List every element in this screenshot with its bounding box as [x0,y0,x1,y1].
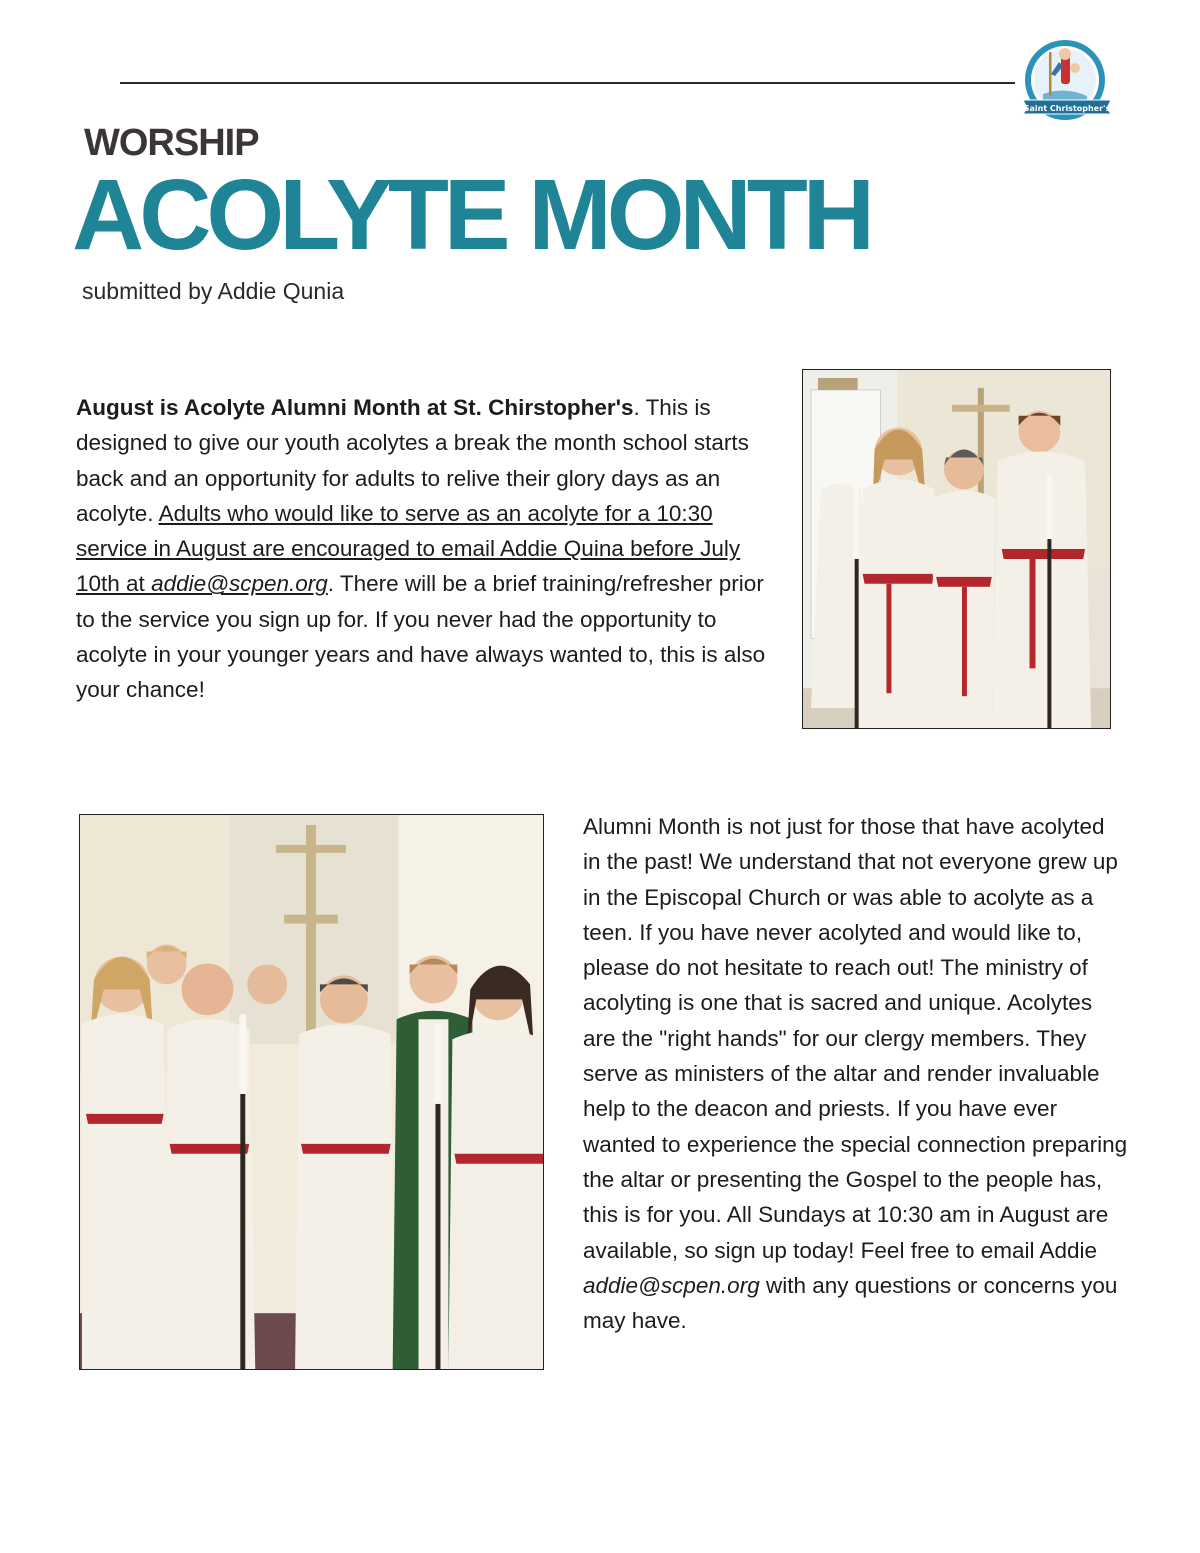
logo-banner-text: Saint Christopher's [1023,104,1111,113]
page-title: ACOLYTE MONTH [72,159,870,271]
lead-bold-text: August is Acolyte Alumni Month at St. Chirstopher's [76,395,634,420]
article-paragraph-2 [583,809,1128,1338]
article-paragraph-1 [76,390,766,708]
underlined-callout: Adults who would like to serve as an acolyte for a 10:30 service in August are encouraged to email Addie Quina before July 10th at addie@scpen.org [76,500,741,597]
email-link[interactable]: addie@scpen.org [583,1272,760,1298]
email-link[interactable]: addie@scpen.org [151,571,328,597]
header-rule [120,82,1015,84]
church-logo [1013,38,1121,124]
paragraph-text: with any questions or concerns you may have. [583,1272,1118,1334]
saint-christopher-seal-icon [1013,38,1121,124]
byline: submitted by Addie Qunia [82,278,345,304]
acolytes-group-photo [79,814,544,1370]
paragraph-text: . There will be a brief training/refresher prior to the service you sign up for. If you never had the opportunity to acolyte in your younger years and have always wanted to, this is also your chance! [76,571,766,703]
paragraph-text: Alumni Month is not just for those that have acolyted in the past! We understand that not everyone grew up in the Episcopal Church or was able to acolyte as a teen. If you have never acolyted and would like to, please do not hesitate to reach out! The ministry of acolyting is one that is sacred and unique. Acolytes are the "right hands" for our clergy members. They serve as ministers of the altar and render invaluable help to the deacon and priests. If you have ever wanted to experience the special connection preparing the altar or presenting the Gospel to the people has, this is for you. All Sundays at 10:30 am in August are available, so sign up today! Feel free to email Addie [583,814,1128,1263]
paragraph-text: . This is designed to give our youth acolytes a break the month school starts back and an opportunity for adults to relive their glory days as an acolyte. [76,395,749,526]
acolytes-photo-three [802,369,1111,729]
section-label: WORSHIP [84,122,259,164]
